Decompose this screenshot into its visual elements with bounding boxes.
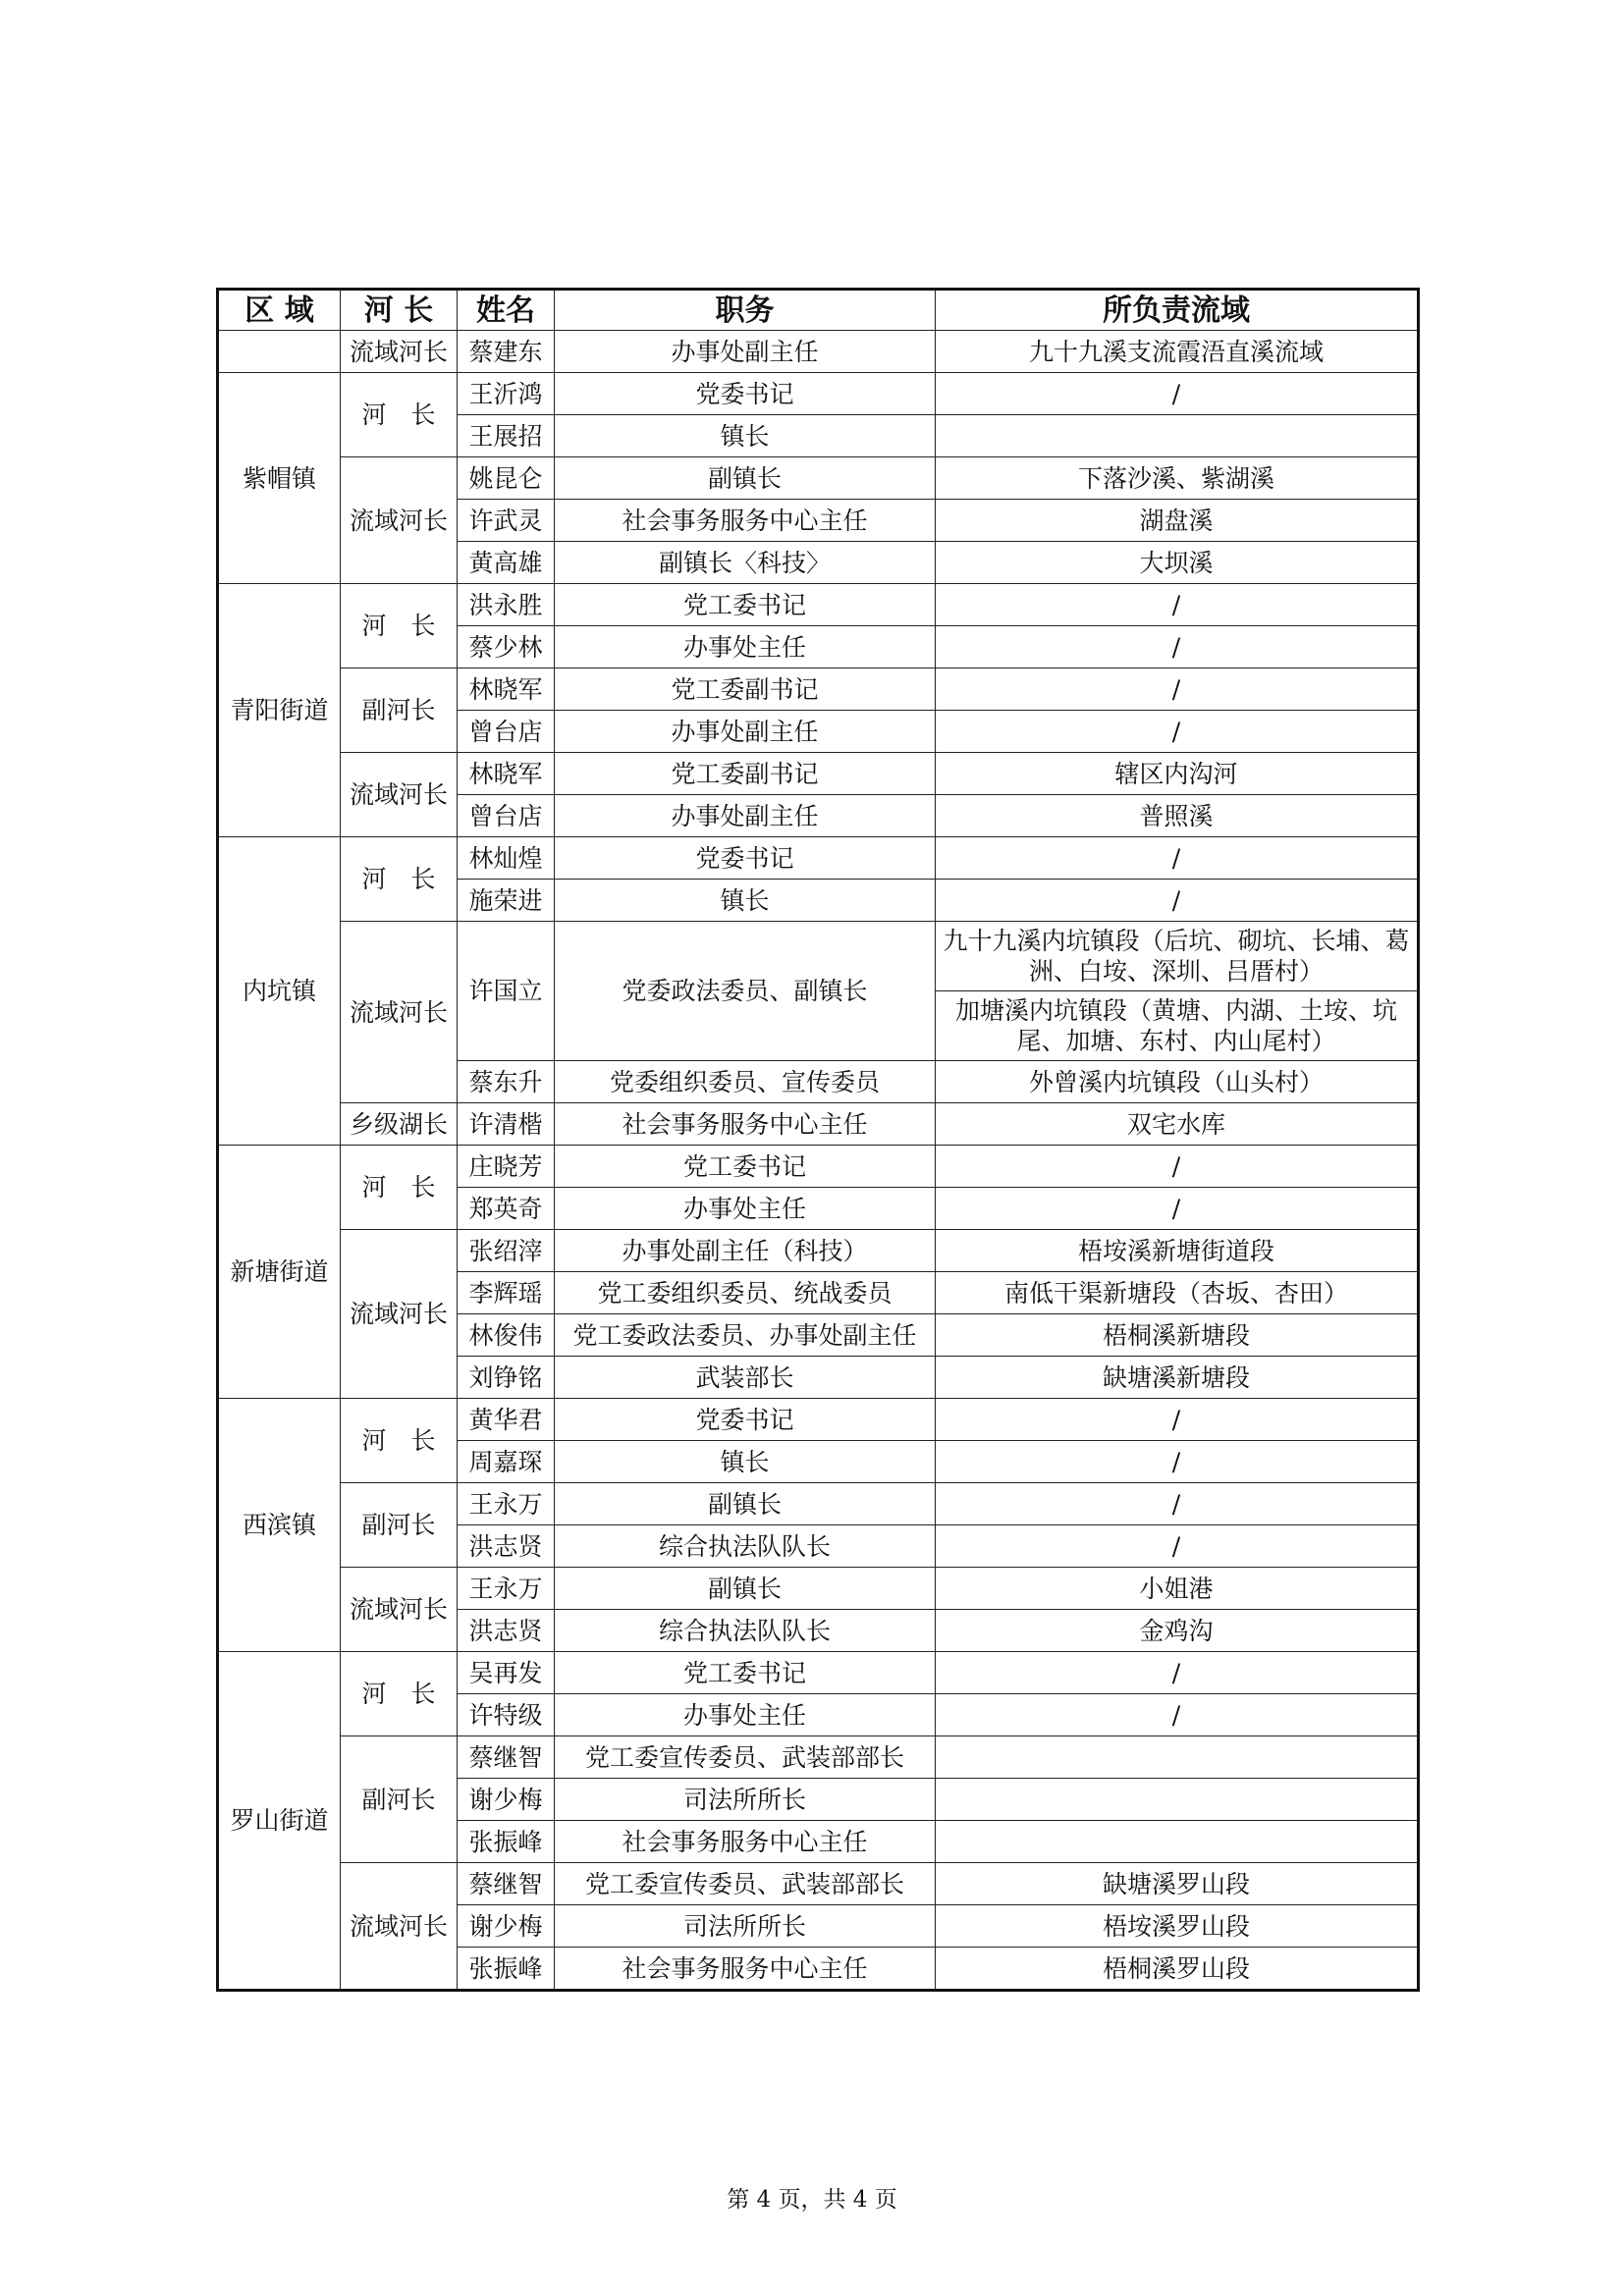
name-cell: 林灿煌 xyxy=(458,837,555,880)
position-cell: 镇长 xyxy=(555,1441,936,1483)
table-row xyxy=(218,1863,1419,1905)
table-row xyxy=(218,1399,1419,1441)
role-cell: 副河长 xyxy=(341,668,458,753)
basin-cell: / xyxy=(936,373,1419,415)
basin-cell: 缺塘溪罗山段 xyxy=(936,1863,1419,1905)
table-row xyxy=(218,1103,1419,1146)
position-cell: 办事处主任 xyxy=(555,1188,936,1230)
position-cell: 党委组织委员、宣传委员 xyxy=(555,1061,936,1103)
header-row xyxy=(218,290,1419,331)
table-row xyxy=(218,457,1419,500)
role-cell: 副河长 xyxy=(341,1483,458,1568)
name-cell: 蔡建东 xyxy=(458,331,555,373)
basin-cell: / xyxy=(936,1652,1419,1694)
role-cell: 流域河长 xyxy=(341,1230,458,1399)
region-cell: 新塘街道 xyxy=(218,1146,341,1399)
position-cell: 镇长 xyxy=(555,415,936,457)
basin-cell xyxy=(936,1821,1419,1863)
role-cell: 副河长 xyxy=(341,1736,458,1863)
table-row xyxy=(218,922,1419,991)
basin-cell: / xyxy=(936,584,1419,626)
name-cell: 庄晓芳 xyxy=(458,1146,555,1188)
position-cell: 办事处主任 xyxy=(555,626,936,668)
position-cell: 党工委政法委员、办事处副主任 xyxy=(555,1314,936,1357)
basin-cell: 梧桐溪罗山段 xyxy=(936,1948,1419,1991)
basin-cell: 九十九溪内坑镇段（后坑、砌坑、长埔、葛洲、白垵、深圳、吕厝村） xyxy=(936,922,1419,991)
name-cell: 许国立 xyxy=(458,922,555,1061)
role-cell: 河 长 xyxy=(341,1146,458,1230)
position-cell: 党委政法委员、副镇长 xyxy=(555,922,936,1061)
name-cell: 许清楷 xyxy=(458,1103,555,1146)
position-cell: 副镇长 xyxy=(555,1483,936,1525)
position-cell: 党工委书记 xyxy=(555,584,936,626)
position-cell: 社会事务服务中心主任 xyxy=(555,500,936,542)
position-cell: 社会事务服务中心主任 xyxy=(555,1948,936,1991)
role-cell: 流域河长 xyxy=(341,1568,458,1652)
name-cell: 黄华君 xyxy=(458,1399,555,1441)
name-cell: 王永万 xyxy=(458,1483,555,1525)
basin-cell: / xyxy=(936,1694,1419,1736)
basin-cell: / xyxy=(936,626,1419,668)
basin-cell: 外曾溪内坑镇段（山头村） xyxy=(936,1061,1419,1103)
position-cell: 副镇长 xyxy=(555,1568,936,1610)
table-row xyxy=(218,837,1419,880)
position-cell: 镇长 xyxy=(555,880,936,922)
basin-cell: 辖区内沟河 xyxy=(936,753,1419,795)
position-cell: 副镇长 xyxy=(555,457,936,500)
basin-cell: 湖盘溪 xyxy=(936,500,1419,542)
position-cell: 综合执法队队长 xyxy=(555,1610,936,1652)
table-row xyxy=(218,1736,1419,1779)
role-cell: 河 长 xyxy=(341,584,458,668)
position-cell: 党工委副书记 xyxy=(555,753,936,795)
basin-cell: / xyxy=(936,837,1419,880)
name-cell: 蔡继智 xyxy=(458,1736,555,1779)
table-row xyxy=(218,1146,1419,1188)
name-cell: 洪志贤 xyxy=(458,1525,555,1568)
name-cell: 曾台店 xyxy=(458,711,555,753)
basin-cell: / xyxy=(936,1188,1419,1230)
name-cell: 李辉瑶 xyxy=(458,1272,555,1314)
name-cell: 吴再发 xyxy=(458,1652,555,1694)
basin-cell: 小姐港 xyxy=(936,1568,1419,1610)
basin-cell: 梧垵溪罗山段 xyxy=(936,1905,1419,1948)
name-cell: 刘铮铭 xyxy=(458,1357,555,1399)
region-cell xyxy=(218,331,341,373)
page-number-footer: 第 4 页，共 4 页 xyxy=(727,2187,897,2213)
name-cell: 王沂鸿 xyxy=(458,373,555,415)
role-cell: 流域河长 xyxy=(341,331,458,373)
basin-cell: / xyxy=(936,668,1419,711)
table-row xyxy=(218,753,1419,795)
basin-cell: 加塘溪内坑镇段（黄塘、内湖、土垵、坑尾、加塘、东村、内山尾村） xyxy=(936,991,1419,1061)
region-cell: 西滨镇 xyxy=(218,1399,341,1652)
position-cell: 办事处副主任 xyxy=(555,711,936,753)
role-cell: 河 长 xyxy=(341,1652,458,1736)
position-cell: 党委书记 xyxy=(555,373,936,415)
basin-cell: 南低干渠新塘段（杏坂、杏田） xyxy=(936,1272,1419,1314)
basin-cell: 金鸡沟 xyxy=(936,1610,1419,1652)
position-cell: 党工委书记 xyxy=(555,1146,936,1188)
name-cell: 谢少梅 xyxy=(458,1905,555,1948)
role-cell: 乡级湖长 xyxy=(341,1103,458,1146)
table-row xyxy=(218,584,1419,626)
basin-cell: 九十九溪支流霞浯直溪流域 xyxy=(936,331,1419,373)
header-name: 姓名 xyxy=(458,290,555,331)
table-row xyxy=(218,1230,1419,1272)
role-cell: 流域河长 xyxy=(341,457,458,584)
position-cell: 党工委宣传委员、武装部部长 xyxy=(555,1863,936,1905)
name-cell: 施荣进 xyxy=(458,880,555,922)
role-cell: 流域河长 xyxy=(341,753,458,837)
basin-cell: 缺塘溪新塘段 xyxy=(936,1357,1419,1399)
name-cell: 郑英奇 xyxy=(458,1188,555,1230)
name-cell: 姚昆仑 xyxy=(458,457,555,500)
position-cell: 副镇长〈科技〉 xyxy=(555,542,936,584)
role-cell: 河 长 xyxy=(341,1399,458,1483)
table-row xyxy=(218,1483,1419,1525)
position-cell: 综合执法队队长 xyxy=(555,1525,936,1568)
position-cell: 党工委组织委员、统战委员 xyxy=(555,1272,936,1314)
name-cell: 林俊伟 xyxy=(458,1314,555,1357)
name-cell: 王展招 xyxy=(458,415,555,457)
role-cell: 河 长 xyxy=(341,837,458,922)
name-cell: 蔡少林 xyxy=(458,626,555,668)
table-row xyxy=(218,1652,1419,1694)
position-cell: 党工委书记 xyxy=(555,1652,936,1694)
name-cell: 许特级 xyxy=(458,1694,555,1736)
position-cell: 办事处副主任 xyxy=(555,795,936,837)
basin-cell: 梧垵溪新塘街道段 xyxy=(936,1230,1419,1272)
position-cell: 办事处副主任（科技） xyxy=(555,1230,936,1272)
basin-cell: / xyxy=(936,1441,1419,1483)
basin-cell: / xyxy=(936,1399,1419,1441)
position-cell: 武装部长 xyxy=(555,1357,936,1399)
basin-cell: / xyxy=(936,1483,1419,1525)
position-cell: 办事处主任 xyxy=(555,1694,936,1736)
position-cell: 司法所所长 xyxy=(555,1779,936,1821)
table-row xyxy=(218,373,1419,415)
name-cell: 周嘉琛 xyxy=(458,1441,555,1483)
region-cell: 内坑镇 xyxy=(218,837,341,1146)
position-cell: 社会事务服务中心主任 xyxy=(555,1103,936,1146)
name-cell: 张振峰 xyxy=(458,1948,555,1991)
name-cell: 许武灵 xyxy=(458,500,555,542)
basin-cell xyxy=(936,1736,1419,1779)
position-cell: 司法所所长 xyxy=(555,1905,936,1948)
position-cell: 办事处副主任 xyxy=(555,331,936,373)
position-cell: 社会事务服务中心主任 xyxy=(555,1821,936,1863)
role-cell: 流域河长 xyxy=(341,1863,458,1991)
basin-cell: / xyxy=(936,1146,1419,1188)
river-chief-table xyxy=(216,288,1420,1992)
basin-cell xyxy=(936,415,1419,457)
table-row xyxy=(218,1568,1419,1610)
basin-cell xyxy=(936,1779,1419,1821)
table-row xyxy=(218,331,1419,373)
basin-cell: 下落沙溪、紫湖溪 xyxy=(936,457,1419,500)
role-cell: 河 长 xyxy=(341,373,458,457)
role-cell: 流域河长 xyxy=(341,922,458,1103)
header-region: 区 域 xyxy=(218,290,341,331)
basin-cell: 双宅水库 xyxy=(936,1103,1419,1146)
position-cell: 党工委宣传委员、武装部部长 xyxy=(555,1736,936,1779)
basin-cell: / xyxy=(936,880,1419,922)
header-basin: 所负责流域 xyxy=(936,290,1419,331)
name-cell: 林晓军 xyxy=(458,753,555,795)
name-cell: 曾台店 xyxy=(458,795,555,837)
basin-cell: 普照溪 xyxy=(936,795,1419,837)
name-cell: 洪永胜 xyxy=(458,584,555,626)
header-position: 职务 xyxy=(555,290,936,331)
header-role: 河 长 xyxy=(341,290,458,331)
position-cell: 党委书记 xyxy=(555,1399,936,1441)
region-cell: 紫帽镇 xyxy=(218,373,341,584)
position-cell: 党委书记 xyxy=(555,837,936,880)
name-cell: 洪志贤 xyxy=(458,1610,555,1652)
name-cell: 张振峰 xyxy=(458,1821,555,1863)
basin-cell: 大坝溪 xyxy=(936,542,1419,584)
basin-cell: / xyxy=(936,1525,1419,1568)
basin-cell: 梧桐溪新塘段 xyxy=(936,1314,1419,1357)
name-cell: 蔡东升 xyxy=(458,1061,555,1103)
name-cell: 谢少梅 xyxy=(458,1779,555,1821)
name-cell: 林晓军 xyxy=(458,668,555,711)
name-cell: 黄高雄 xyxy=(458,542,555,584)
table-row xyxy=(218,668,1419,711)
name-cell: 蔡继智 xyxy=(458,1863,555,1905)
position-cell: 党工委副书记 xyxy=(555,668,936,711)
region-cell: 罗山街道 xyxy=(218,1652,341,1991)
region-cell: 青阳街道 xyxy=(218,584,341,837)
name-cell: 王永万 xyxy=(458,1568,555,1610)
name-cell: 张绍滓 xyxy=(458,1230,555,1272)
basin-cell: / xyxy=(936,711,1419,753)
